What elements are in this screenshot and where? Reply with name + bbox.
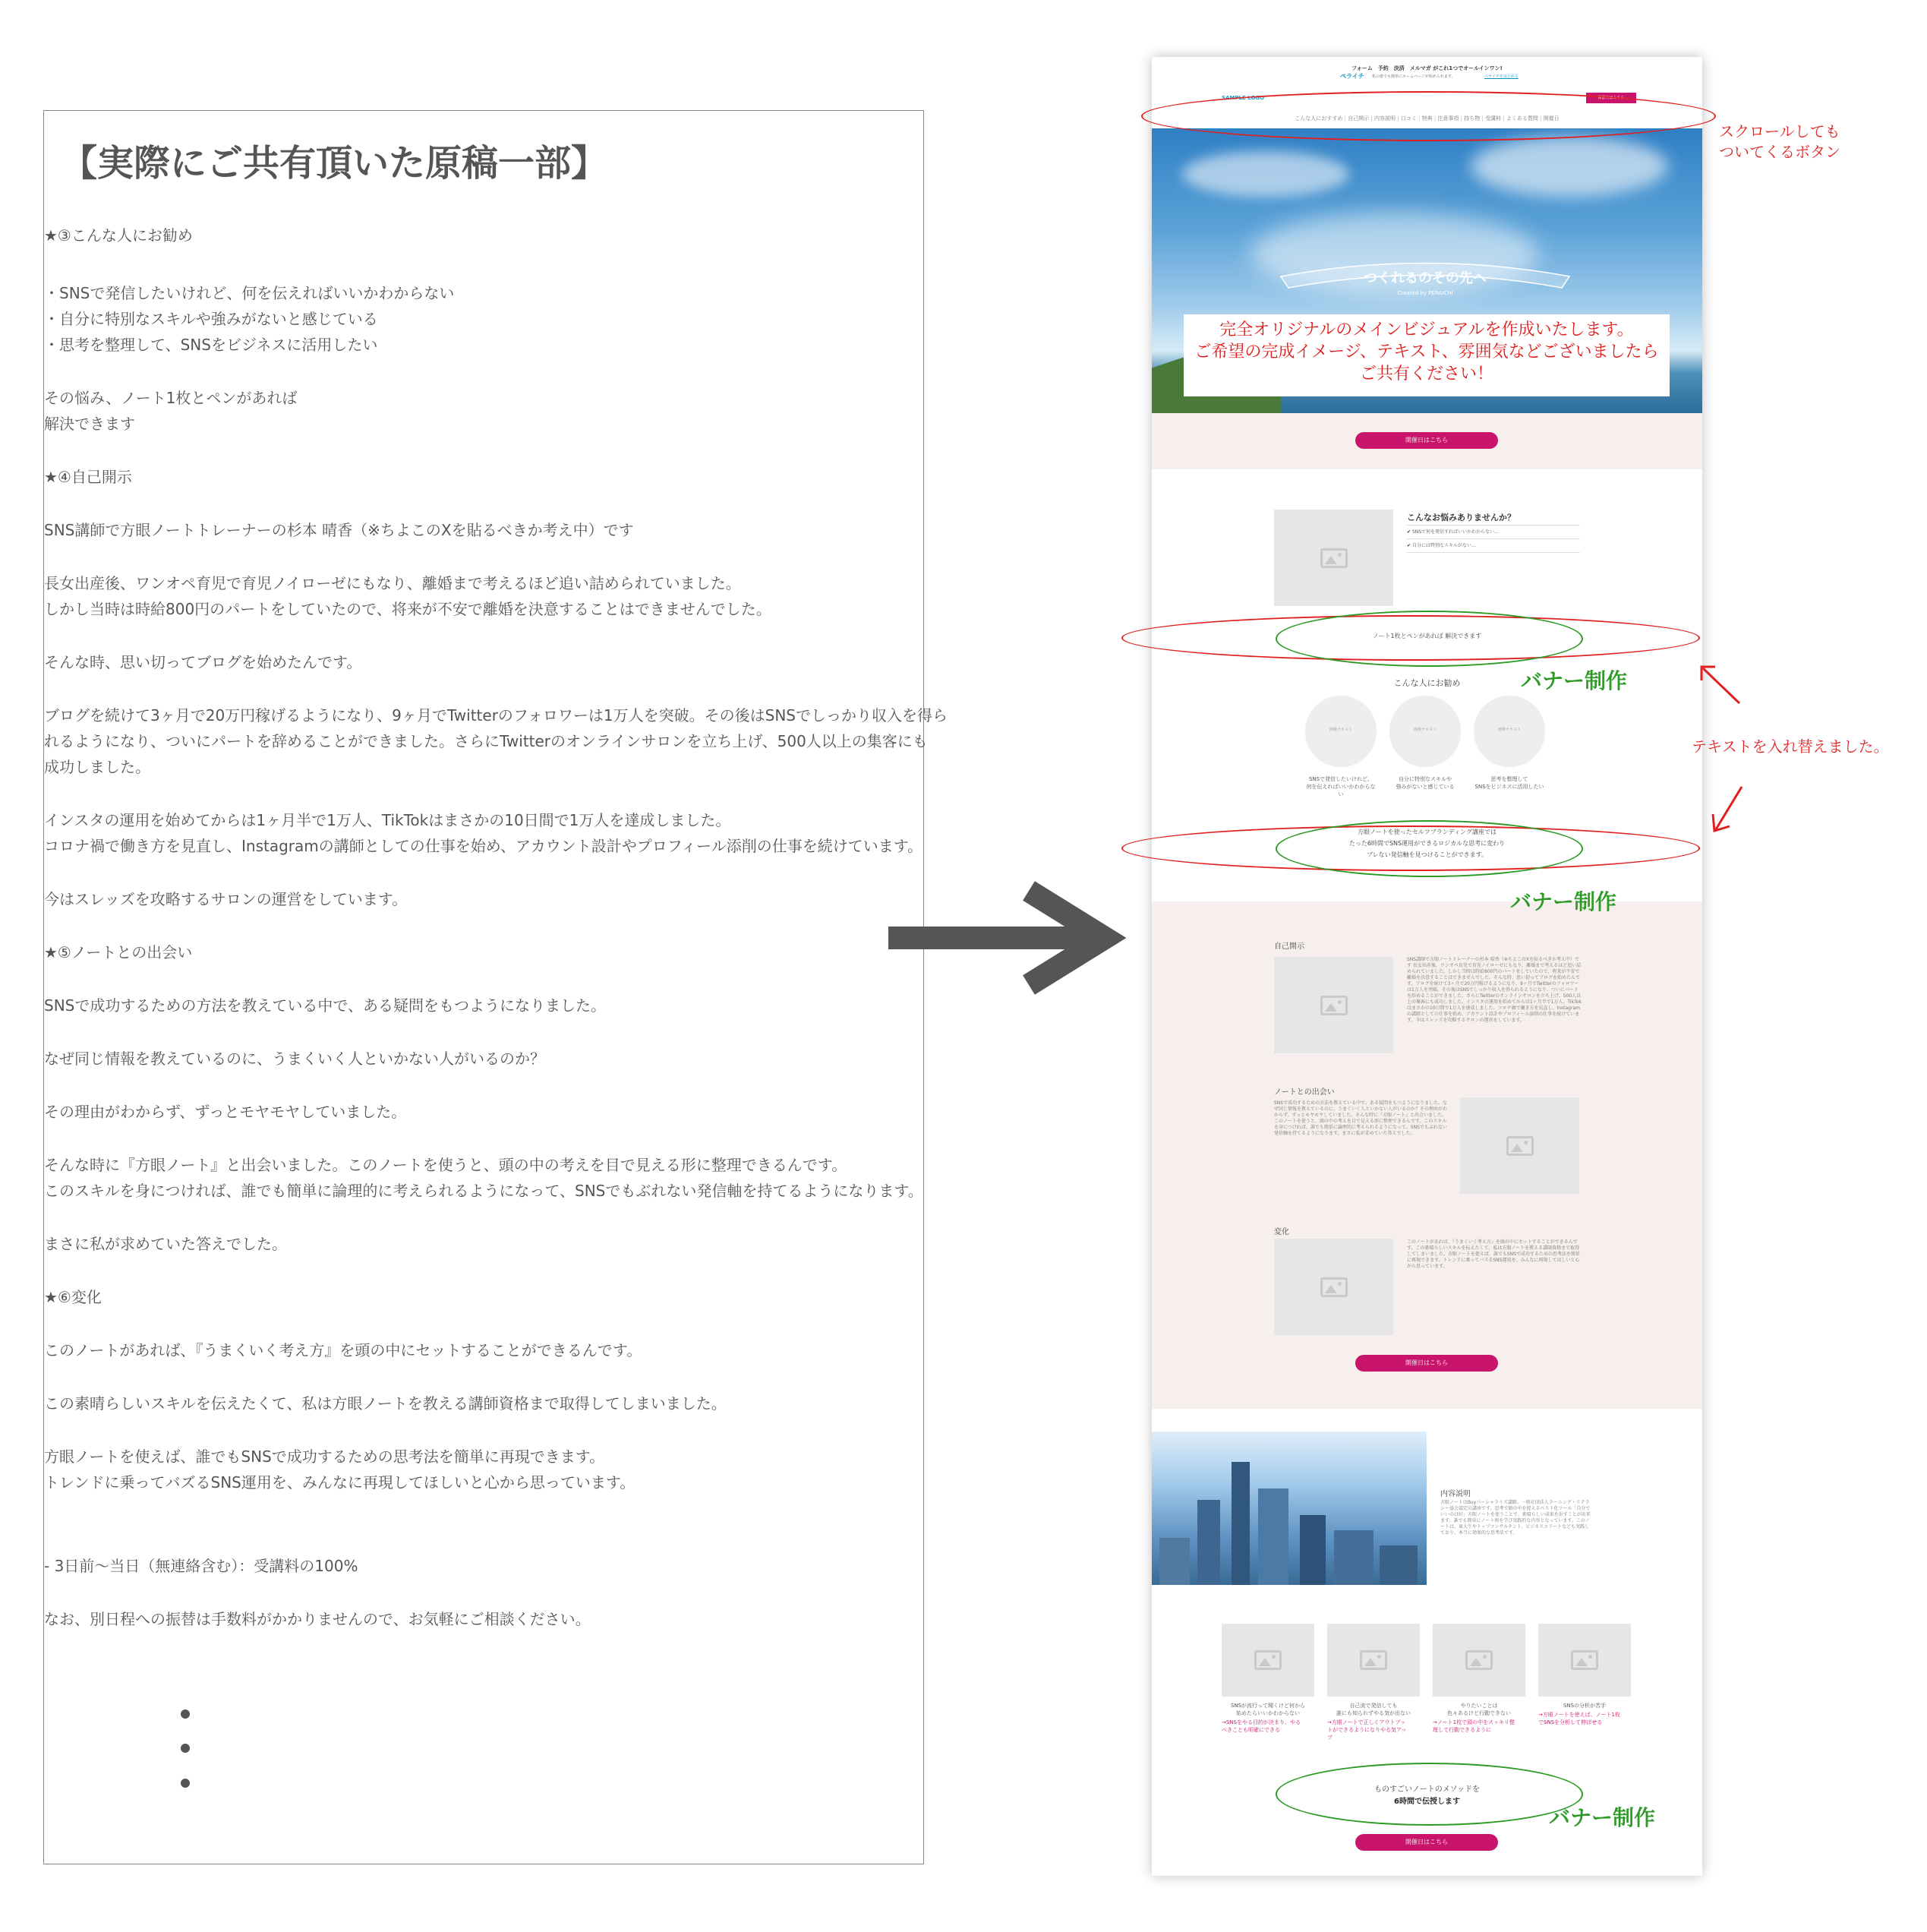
image-icon (1320, 1277, 1348, 1297)
annotation-replaced: テキストを入れ替えました。 (1692, 737, 1889, 756)
sample-logo[interactable]: SAMPLE LOGO (1222, 95, 1265, 101)
image-icon (1320, 548, 1348, 568)
circle-caption: 何を伝えればいいかわからな (1306, 784, 1376, 790)
manuscript-line: ★⑤ノートとの出会い (44, 943, 193, 961)
hero-image (1152, 128, 1702, 413)
manuscript-line: ・SNSで発信したいけれど、何を伝えればいいかわからない (44, 284, 455, 302)
manuscript-line: なお、別日程への振替は手数料がかかりませんので、お気軽にご相談ください。 (44, 1610, 591, 1628)
image-placeholder (1222, 1624, 1314, 1697)
manuscript-line: ・思考を整理して、SNSをビジネスに活用したい (44, 336, 378, 354)
annotation-scroll: スクロールしても ついてくるボタン (1719, 122, 1840, 161)
circle-label: 画像テキスト (1414, 728, 1437, 732)
city-image (1152, 1432, 1427, 1585)
image-placeholder (1274, 1239, 1393, 1335)
section-heading: ノートとの出会い (1274, 1088, 1335, 1097)
manuscript-panel (43, 110, 948, 1864)
hero-subtitle: Created by PERAICHI (1397, 290, 1453, 296)
feature-answer: べきことも明確にできる (1222, 1727, 1280, 1733)
image-icon (1465, 1650, 1493, 1670)
circle-label: 画像テキスト (1498, 728, 1521, 732)
hero-title: つくれるのその先へ (1364, 270, 1487, 286)
image-placeholder (1274, 957, 1393, 1053)
promo-line: フォーム 予約 決済 メルマガ がこれ1つでオールインワン! (1351, 65, 1503, 71)
right-arrow-icon (888, 885, 1116, 991)
manuscript-line: 解決できます (44, 415, 135, 433)
image-placeholder (1460, 1097, 1579, 1194)
check-icon: ✔ (1407, 529, 1411, 535)
feature-answer: →方眼ノートを使えば、ノート1枚 (1538, 1712, 1620, 1718)
circle-caption: 自分に特別なスキルや (1399, 776, 1452, 782)
manuscript-line: ★④自己開示 (44, 468, 132, 486)
check-icon: ✔ (1407, 543, 1411, 548)
image-placeholder (1327, 1624, 1420, 1697)
manuscript-line: 長女出産後、ワンオペ育児で育児ノイローゼにもなり、離婚まで考えるほど追い詰められていました。 (44, 574, 741, 592)
circle-caption: SNSをビジネスに活用したい (1474, 784, 1544, 790)
section-body: SNSで成功するための方法を教えている中で、ある疑問をもつようになりました。なぜ同じ情報を教えているのに、うまくいく人といかない人がいるのか？その理由がわからず、ずっとモヤモヤしていました。そんな時に『方眼ノート』と出会いました。このノートを使うと、頭の中の考えを目で見える形に整理できるんです。このスキルを身につければ、誰でも簡単に論理的に考えられるようになって、SNSでもぶれない発信軸を持てるようになります。まさに私が求めていた答えでした。 (1274, 1100, 1448, 1136)
section-heading: 自己開示 (1274, 942, 1304, 951)
image-icon (1254, 1650, 1282, 1670)
manuscript-line: この素晴らしいスキルを伝えたくて、私は方眼ノートを教える講師資格まで取得してしまいました。 (44, 1394, 727, 1413)
manuscript-line: ・自分に特別なスキルや強みがないと感じている (44, 310, 378, 328)
circle-caption: い (1338, 791, 1344, 797)
manuscript-line: しかし当時は時給800円のパートをしていたので、将来が不安で離婚を決意することはできませんでした。 (44, 600, 771, 618)
feature-title: SNSが流行って聞くけど何から (1230, 1703, 1306, 1709)
nav-item[interactable]: 内容説明 (1374, 115, 1396, 122)
nav-item[interactable]: 受講料 (1485, 115, 1502, 122)
feature-title: SNSの分析が苦手 (1563, 1703, 1607, 1709)
annotation-ellipse (1276, 1763, 1583, 1826)
annotation-arrow-icon (1707, 782, 1752, 835)
image-icon (1506, 1136, 1534, 1156)
banner-text: 6時間で伝授します (1394, 1798, 1460, 1806)
manuscript-line: そんな時、思い切ってブログを始めたんです。 (44, 653, 362, 671)
manuscript-line: ★③こんな人にお勧め (44, 226, 193, 245)
annotation-ellipse (1276, 611, 1583, 667)
landing-page-mockup (1152, 57, 1702, 1876)
manuscript-line: ★⑥変化 (44, 1288, 102, 1306)
circle-caption: 思考を整理して (1490, 776, 1528, 782)
image-placeholder (1538, 1624, 1631, 1697)
section-body: このノートがあれば、『うまくいく考え方』を頭の中にセットすることができるんです。この素晴らしいスキルを伝えたくて、私は方眼ノートを教える講師資格まで取得してしまいました。方眼ノートを使えば、誰でもSNSで成功するための思考法を簡単に再現できます。トレンドに乗ってバズるSNS運用を、みんなに再現してほしいと心から思っています。 (1407, 1239, 1580, 1269)
manuscript-line: トレンドに乗ってバズるSNS運用を、みんなに再現してほしいと心から思っています。 (44, 1473, 636, 1492)
global-nav: こんな人におすすめ | 自己開示 | 内容説明 | 口コミ | 特典 | 注意事項 | 持ち物 | 受講料 | よくある質問 | 開催日 (1295, 115, 1560, 122)
manuscript-line: そんな時に『方眼ノート』と出会いました。このノートを使うと、頭の中の考えを目で見える形に整理できるんです。 (44, 1156, 847, 1174)
ellipsis-dot (181, 1779, 190, 1788)
banner-line: ブレない発信軸を見つけることができます。 (1366, 851, 1488, 858)
cta-button[interactable]: 開催日はこちら (1355, 1834, 1498, 1851)
feature-answer: トができるようになりやる気アッ (1327, 1727, 1407, 1733)
image-icon (1320, 996, 1348, 1015)
annotation-arrow-icon (1697, 661, 1750, 714)
annotation-banner-label: バナー制作 (1510, 889, 1617, 914)
manuscript-line: 今はスレッズを攻略するサロンの運営をしています。 (44, 890, 408, 908)
image-placeholder (1433, 1624, 1525, 1697)
section-heading: 変化 (1274, 1228, 1289, 1236)
banner-text: ノート1枚とペンがあれば 解決できます (1372, 633, 1482, 639)
feature-title: 色々あるけど行動できない (1447, 1710, 1511, 1716)
cta-button[interactable]: 開催日はこちら (1355, 1355, 1498, 1372)
circle-label: 画像テキスト (1329, 728, 1352, 732)
header-cta-button[interactable]: 開催日はこちら (1586, 93, 1636, 103)
section-body: SNS講師で方眼ノートトレーナーの杉本 晴香（※ちよこのXを貼るべきか考え中）です 長女出産後、ワンオペ育児で育児ノイローゼにもなり、離婚まで考えるほど追い詰められていました。しかし当時は時給800円のパートをしていたので、将来が不安で離婚を決意することはできませんでした。そんな時、思い切ってブログを始めたんです。ブログを続けて3ヶ月で20万円稼げるようになり、9ヶ月でTwitterのフォロワーは1万人を突破。その後はSNSでしっかり収入を得られるようになり、ついにパートを辞めることができました。さらにTwitterのオンラインサロンを立ち上げ、500人以上の集客にも成功しました。インスタの運用を始めてからは1ヶ月半で1万人、TikTokはまさかの10日間で1万人を達成しました。コロナ禍で働き方を見直し、Instagramの講師としての仕事を始め、アカウント設計やプロフィール添削の仕事を続けています。今はスレッズを攻略するサロンの運営をしています。 (1407, 957, 1582, 1023)
recommend-circle (1390, 696, 1460, 766)
nav-item[interactable]: 開催日 (1543, 115, 1560, 122)
manuscript-line: このスキルを身につければ、誰でも簡単に論理的に考えられるようになって、SNSでもぶれない発信軸を持てるようになります。 (44, 1182, 923, 1200)
manuscript-line: 方眼ノートを使えば、誰でもSNSで成功するための思考法を簡単に再現できます。 (44, 1447, 605, 1466)
feature-answer: でSNSを分析して伸ばせる (1538, 1719, 1603, 1725)
image-icon (1571, 1650, 1598, 1670)
feature-answer: →方眼ノートで正しくアウトプッ (1327, 1719, 1405, 1725)
manuscript-line: このノートがあれば、『うまくいく考え方』を頭の中にセットすることができるんです。 (44, 1341, 642, 1359)
image-placeholder (1274, 510, 1393, 606)
banner-line: 方眼ノートを使ったセルフブランディング講座では (1358, 829, 1496, 835)
circle-caption: SNSで発信したいけれど、 (1308, 776, 1374, 782)
feature-title: 始めたらいいかわからない (1236, 1710, 1300, 1716)
annotation-ellipse (1276, 820, 1583, 877)
manuscript-line: なぜ同じ情報を教えているのに、うまくいく人といかない人がいるのか？ (44, 1050, 545, 1068)
hero-overlay-note (1184, 314, 1670, 396)
promo-sub: 私の誰でも簡単にホームページが始められます。 (1372, 74, 1456, 79)
recommend-circle (1306, 696, 1376, 766)
nav-item[interactable]: 特典 (1421, 115, 1433, 122)
hero-banner (1273, 254, 1577, 299)
manuscript-title: 【実際にご共有頂いた原稿一部】 (61, 142, 608, 185)
recommend-title: こんな人にお勧め (1393, 678, 1461, 688)
cta-section (1152, 413, 1702, 469)
feature-title: やりたいことは (1460, 1703, 1498, 1709)
feature-answer: →SNSをやる目的が決まり、やる (1222, 1719, 1301, 1725)
manuscript-line: その悩み、ノート1枚とペンがあれば (44, 389, 298, 407)
nav-item[interactable]: 自己開示 (1348, 115, 1370, 122)
feature-title: 誰にも知られずやる気が出ない (1336, 1710, 1411, 1716)
manuscript-line: SNS講師で方眼ノートトレーナーの杉本 晴香（※ちよこのXを貼るべきか考え中）です (44, 521, 634, 539)
worries-item: ✔ 自分には特別なスキルがない… (1407, 543, 1476, 548)
hero-overlay-line: 完全オリジナルのメインビジュアルを作成いたします。 (1219, 320, 1634, 339)
section-body: 方眼ノートはBuyパーシャライズ講師、一般社団法人ラーニング・リテラシー協会認定の講座です。思考で頭の中を捉えるベスト化ツール「自分でいいのは好」方眼ノートを使うことで、素晴らしい成果を出すことが出来ます。誰でも簡単にノート術を学び実践的な内容となっています。このノートは、東大生やトップコンサルタント、ビジネスエリートなども実践しており、本当に効果的な思考法です。 (1440, 1500, 1591, 1536)
nav-item[interactable]: よくある質問 (1506, 115, 1538, 122)
manuscript-line: まさに私が求めていた答えでした。 (44, 1235, 287, 1253)
manuscript-line: その理由がわからず、ずっとモヤモヤしていました。 (44, 1103, 407, 1121)
manuscript-line: SNSで成功するための方法を教えている中で、ある疑問をもつようになりました。 (44, 996, 606, 1015)
nav-item[interactable]: 注意事項 (1437, 115, 1459, 122)
worries-item: ✔ SNSで何を発信すればいいかわからない… (1407, 529, 1500, 535)
worries-title: こんなお悩みありませんか？ (1407, 513, 1515, 522)
annotation-banner-label: バナー制作 (1549, 1805, 1656, 1830)
annotation-ellipse (1141, 91, 1716, 141)
hero-overlay-line: ご共有ください！ (1359, 365, 1493, 384)
story-section (1152, 901, 1702, 1409)
manuscript-line: - 3日前〜当日（無連絡含む）：受講料の100% (44, 1557, 358, 1575)
nav-item[interactable]: 持ち物 (1464, 115, 1481, 122)
circle-caption: 強みがないと感じている (1396, 784, 1455, 790)
image-icon (1360, 1650, 1387, 1670)
annotation-banner-label: バナー制作 (1521, 668, 1628, 693)
manuscript-line: ブログを続けて3ヶ月で20万円稼げるようになり、9ヶ月でTwitterのフォロワーは1万人を突破。その後はSNSでしっかり収入を得ら (44, 706, 948, 724)
promo-link[interactable]: ペライチをはじめる (1484, 74, 1519, 79)
hero-overlay-line: ご希望の完成イメージ、テキスト、雰囲気などございましたら (1194, 343, 1659, 361)
nav-item[interactable]: 口コミ (1400, 115, 1417, 122)
feature-answer: 理して行動できるように (1433, 1727, 1491, 1733)
feature-answer: プ (1327, 1735, 1332, 1741)
banner-text: ものすごいノートのメソッドを (1374, 1785, 1480, 1794)
manuscript-line: インスタの運用を始めてからは1ヶ月半で1万人、TikTokはまさかの10日間で1万人を達成しました。 (44, 811, 731, 829)
nav-item[interactable]: こんな人におすすめ (1295, 115, 1343, 122)
ellipsis-dot (181, 1744, 190, 1753)
peraichi-brand: ペライチ (1340, 73, 1364, 80)
section-heading: 内容説明 (1440, 1490, 1471, 1498)
manuscript-line: れるようになり、ついにパートを辞めることができました。さらにTwitterのオンラインサロンを立ち上げ、500人以上の集客にも (44, 732, 928, 750)
cta-button[interactable]: 開催日はこちら (1355, 432, 1498, 449)
feature-answer: →ノート1枚で頭の中をスッキリ整 (1433, 1719, 1515, 1725)
banner-line: たった6時間でSNS運用ができるロジカルな思考に変わり (1348, 840, 1506, 847)
manuscript-line: コロナ禍で働き方を見直し、Instagramの講師としての仕事を始め、アカウント設計やプロフィール添削の仕事を続けています。 (44, 837, 923, 855)
feature-title: 自己流で発信しても (1349, 1703, 1398, 1709)
recommend-circle (1474, 696, 1544, 766)
ellipsis-dot (181, 1709, 190, 1719)
manuscript-line: 成功しました。 (44, 758, 150, 776)
